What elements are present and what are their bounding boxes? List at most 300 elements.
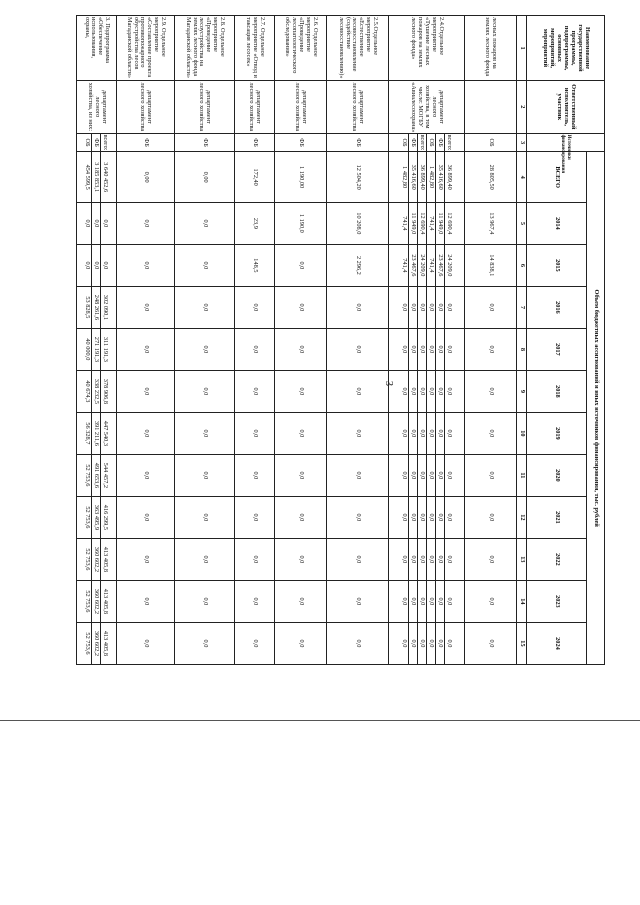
value-cell	[389, 496, 465, 538]
value: 302 090,1	[101, 287, 110, 328]
value-cell	[389, 370, 465, 412]
value-cell	[275, 286, 327, 328]
value-cell	[77, 412, 117, 454]
value-cell	[77, 622, 117, 664]
value-cell	[235, 202, 275, 244]
value-cell	[117, 202, 175, 244]
value-cell	[327, 152, 389, 202]
value: 311 191,3	[101, 329, 110, 370]
value: 360 602,2	[92, 539, 101, 580]
value: 14 838,1	[487, 254, 495, 277]
value: 391 211,6	[92, 413, 101, 454]
table-row	[175, 16, 235, 665]
value: 0,0	[201, 303, 209, 312]
value: 0,0	[426, 329, 435, 370]
value: 378 906,8	[101, 371, 110, 412]
value: 0,0	[251, 597, 259, 606]
value: 0,0	[354, 513, 362, 522]
value-cell	[327, 286, 389, 328]
value: 12 504,20	[354, 164, 362, 190]
value: 338 232,5	[92, 371, 101, 412]
value: 35 416,60	[435, 152, 444, 201]
value: 0,0	[201, 261, 209, 270]
value: 52 753,6	[84, 506, 92, 529]
value: 0,0	[142, 261, 150, 270]
value: 0,0	[297, 345, 305, 354]
value-cell	[465, 152, 517, 202]
value: 0,0	[408, 581, 417, 622]
value: 0,0	[354, 555, 362, 564]
value: 0,0	[297, 429, 305, 438]
column-number: 15	[517, 622, 527, 664]
value: 0,0	[435, 371, 444, 412]
value-cell	[275, 244, 327, 286]
row-source	[235, 133, 275, 152]
value-cell	[235, 328, 275, 370]
value-cell	[389, 538, 465, 580]
header-year: 2020	[527, 454, 587, 496]
value-cell	[465, 244, 517, 286]
value: 0,0	[201, 597, 209, 606]
row-source	[175, 133, 235, 152]
value: 0,0	[408, 287, 417, 328]
row-name: 2.4.Отдельное мероприятие «Тушение лесных пожаров на землях лесного фонда»	[389, 16, 465, 81]
row-name: 2.7. Отдельное мероприятие «Отвод и таксация лесосек»	[235, 16, 275, 81]
table-row	[235, 16, 275, 665]
value: 360 602,2	[92, 581, 101, 622]
value-cell	[175, 152, 235, 202]
column-number: 12	[517, 496, 527, 538]
row-responsible: департамент лесного хозяйства	[117, 81, 175, 134]
value: 0,0	[297, 513, 305, 522]
value: 0,0	[435, 329, 444, 370]
value: 0,0	[417, 455, 426, 496]
value: 0,0	[444, 581, 453, 622]
source-label: ОБ	[426, 134, 435, 152]
source-label: ФБ	[92, 134, 101, 152]
value: 741,4	[426, 203, 435, 244]
value-cell	[275, 202, 327, 244]
value: 0,0	[201, 513, 209, 522]
value: 0,0	[444, 371, 453, 412]
header-year: 2017	[527, 328, 587, 370]
value: 0,0	[487, 639, 495, 648]
value: 0,0	[401, 303, 408, 312]
funding-table	[76, 15, 605, 665]
value-cell	[389, 244, 465, 286]
value: 0,0	[426, 539, 435, 580]
value-cell	[77, 152, 117, 202]
table-row	[465, 16, 517, 665]
value: 0,0	[142, 303, 150, 312]
value-cell	[175, 328, 235, 370]
source-label: ОБ	[487, 138, 495, 147]
value: 0,0	[354, 429, 362, 438]
value-cell	[327, 328, 389, 370]
value-cell	[389, 328, 465, 370]
header-total: ВСЕГО	[527, 152, 587, 202]
value-cell	[465, 622, 517, 664]
value-cell	[117, 152, 175, 202]
value: 0,0	[142, 597, 150, 606]
value-cell	[175, 538, 235, 580]
value: 0,0	[297, 471, 305, 480]
value: 0,0	[401, 345, 408, 354]
value-cell	[327, 622, 389, 664]
value: 0,0	[354, 345, 362, 354]
value-cell	[327, 412, 389, 454]
value: 416 299,5	[101, 497, 110, 538]
value-cell	[275, 580, 327, 622]
value-cell	[275, 496, 327, 538]
value: 0,0	[201, 471, 209, 480]
row-source	[465, 133, 517, 152]
value: 0,0	[426, 623, 435, 664]
value: 0,0	[487, 555, 495, 564]
value: 0,0	[487, 387, 495, 396]
value: 40 000,0	[84, 338, 92, 361]
value-cell	[327, 496, 389, 538]
value: 0,0	[487, 471, 495, 480]
value: 0,0	[435, 581, 444, 622]
page-divider	[0, 720, 640, 721]
column-number: 10	[517, 412, 527, 454]
value-cell	[235, 412, 275, 454]
value-cell	[77, 328, 117, 370]
header-funding: Объем бюджетных ассигнований и иных источников финансирования, тыс. рублей	[587, 152, 605, 665]
row-name: 3. Подпрограмма «Обеспечение использования, охраны,	[77, 16, 117, 81]
column-number: 13	[517, 538, 527, 580]
value: 0,0	[426, 581, 435, 622]
value-cell	[117, 328, 175, 370]
value-cell	[275, 370, 327, 412]
value: 0,0	[142, 429, 150, 438]
value-cell	[175, 286, 235, 328]
value-cell	[117, 454, 175, 496]
value-cell	[465, 412, 517, 454]
value: 0,0	[201, 345, 209, 354]
value-cell	[117, 580, 175, 622]
row-responsible: департамент лесного хозяйства	[175, 81, 235, 134]
value: 2 296,2	[354, 255, 362, 275]
value-cell	[465, 202, 517, 244]
source-label: ОБ	[84, 138, 92, 147]
value-cell	[389, 622, 465, 664]
value: 11 949,0	[435, 203, 444, 244]
column-number: 3	[517, 133, 527, 152]
value: 23 467,6	[408, 245, 417, 286]
row-source	[327, 133, 389, 152]
column-number: 5	[517, 202, 527, 244]
value: 741,4	[426, 245, 435, 286]
value: 13 967,4	[487, 212, 495, 235]
value: 0,0	[92, 203, 101, 244]
value-cell	[327, 538, 389, 580]
column-number: 8	[517, 328, 527, 370]
value: 0,0	[487, 303, 495, 312]
header-source: Источники финансирования	[527, 133, 605, 152]
value: 0,0	[408, 539, 417, 580]
value: 413 405,8	[101, 581, 110, 622]
value: 0,0	[417, 329, 426, 370]
value: 10 208,0	[354, 212, 362, 235]
value: 36 899,40	[417, 152, 426, 201]
value-cell	[327, 244, 389, 286]
value-cell	[235, 496, 275, 538]
column-number: 11	[517, 454, 527, 496]
value-cell	[235, 370, 275, 412]
source-label: ФБ	[435, 134, 444, 152]
value: 23,9	[251, 217, 259, 229]
row-name: 2.5.Отдельное мероприятие «Естественное лесовосстановление (содействие лесовосстановлению)»	[327, 16, 389, 81]
value: 0,0	[408, 497, 417, 538]
value: 1 482,80	[401, 166, 408, 189]
header-responsible: Ответственный исполнитель, участник	[527, 81, 605, 134]
header-year: 2019	[527, 412, 587, 454]
source-label: ФБ	[354, 138, 362, 147]
table-row	[327, 16, 389, 665]
row-name: 2.9. Отдельное мероприятие «Составление проекта противопожарного обустройства лесов Магаданской области»	[117, 16, 175, 81]
value: 0,0	[251, 513, 259, 522]
value: 0,0	[435, 413, 444, 454]
value: 413 405,8	[101, 623, 110, 664]
value: 0,0	[142, 555, 150, 564]
value: 544 457,2	[101, 455, 110, 496]
value: 0,0	[487, 345, 495, 354]
value-cell	[77, 496, 117, 538]
value: 0,0	[426, 287, 435, 328]
value: 491 653,6	[92, 455, 101, 496]
value: 0,0	[354, 303, 362, 312]
value: 3 640 452,6	[101, 152, 110, 201]
table-row	[275, 16, 327, 665]
value: 0,0	[426, 455, 435, 496]
value-cell	[327, 370, 389, 412]
value-cell	[389, 152, 465, 202]
value-cell	[465, 370, 517, 412]
value: 0,0	[142, 345, 150, 354]
value-cell	[117, 412, 175, 454]
value: 0,0	[142, 387, 150, 396]
header-name: Наименование государственной программы, подпрограммы, основных мероприятий, мероприятий	[527, 16, 605, 81]
value-cell	[175, 370, 235, 412]
source-label: всего:	[419, 134, 426, 151]
value-cell	[235, 244, 275, 286]
value: 0,0	[417, 287, 426, 328]
value: 0,0	[354, 639, 362, 648]
row-responsible	[465, 81, 517, 134]
value-cell	[327, 202, 389, 244]
value: 0,0	[251, 429, 259, 438]
header-year: 2014	[527, 202, 587, 244]
value-cell	[275, 152, 327, 202]
source-label: ФБ	[142, 138, 150, 147]
value: 0,0	[142, 471, 150, 480]
value: 0,00	[142, 171, 150, 183]
value: 0,0	[417, 581, 426, 622]
value-cell	[235, 622, 275, 664]
value: 0,0	[426, 497, 435, 538]
value-cell	[77, 580, 117, 622]
value: 360 602,2	[92, 623, 101, 664]
value: 0,0	[487, 429, 495, 438]
value: 1 190,00	[297, 166, 305, 189]
row-responsible: департамент лесного хозяйства	[235, 81, 275, 134]
value: 35 416,60	[408, 152, 417, 201]
value: 0,0	[408, 371, 417, 412]
value: 53 828,5	[84, 296, 92, 319]
value-cell	[235, 538, 275, 580]
value: 12 690,4	[444, 203, 453, 244]
value: 0,0	[435, 455, 444, 496]
row-responsible: департамент лесного хозяйства, из них:	[77, 81, 117, 134]
value-cell	[175, 244, 235, 286]
header-year: 2016	[527, 286, 587, 328]
value: 0,0	[444, 413, 453, 454]
value-cell	[327, 454, 389, 496]
value-cell	[235, 580, 275, 622]
column-number: 14	[517, 580, 527, 622]
value-cell	[465, 538, 517, 580]
header-year: 2024	[527, 622, 587, 664]
value: 0,0	[444, 539, 453, 580]
source-label: ФБ	[408, 134, 417, 152]
value: 0,0	[142, 513, 150, 522]
value: 0,0	[201, 219, 209, 228]
value: 0,0	[201, 387, 209, 396]
value-cell	[117, 244, 175, 286]
source-label: ФБ	[297, 138, 305, 147]
value: 0,0	[408, 329, 417, 370]
value: 0,0	[251, 303, 259, 312]
column-number: 2	[517, 81, 527, 134]
value: 0,0	[101, 203, 110, 244]
value-cell	[117, 538, 175, 580]
value-cell	[389, 580, 465, 622]
value-cell	[389, 286, 465, 328]
value: 0,0	[426, 413, 435, 454]
value: 0,0	[251, 555, 259, 564]
value: 0,0	[251, 387, 259, 396]
value: 52 753,6	[84, 632, 92, 655]
table-row	[77, 16, 117, 665]
value: 0,0	[84, 219, 92, 228]
value-cell	[117, 370, 175, 412]
row-source	[389, 133, 465, 152]
source-label: всего:	[446, 134, 453, 151]
value: 28 805,50	[487, 164, 495, 190]
value: 0,0	[417, 413, 426, 454]
value: 0,0	[251, 471, 259, 480]
row-name: 2.6. Отдельное мероприятие «Проведение лесопатологического обследования»	[275, 16, 327, 81]
value-cell	[117, 622, 175, 664]
value: 0,0	[417, 371, 426, 412]
value-cell	[175, 454, 235, 496]
source-label: всего:	[102, 134, 110, 151]
value: 1 190,0	[297, 213, 305, 233]
value: 0,0	[92, 245, 101, 286]
value-cell	[235, 286, 275, 328]
value: 0,0	[408, 623, 417, 664]
value-cell	[275, 622, 327, 664]
value: 0,0	[426, 371, 435, 412]
value-cell	[77, 244, 117, 286]
value-cell	[275, 328, 327, 370]
value: 0,00	[201, 171, 209, 183]
value: 11 949,0	[408, 203, 417, 244]
header-year: 2023	[527, 580, 587, 622]
value: 24 209,0	[444, 245, 453, 286]
value: 0,0	[142, 219, 150, 228]
value: 0,0	[354, 597, 362, 606]
source-label: ОБ	[401, 138, 408, 147]
column-number: 9	[517, 370, 527, 412]
value: 447 540,3	[101, 413, 110, 454]
row-name: лесных пожаров на землях лесного фонда	[465, 16, 517, 81]
row-name: 2.8. Отдельное мероприятие «Проведение лесоустройства на землях лесного фонда Магаданской области»	[175, 16, 235, 81]
row-source	[117, 133, 175, 152]
value: 0,0	[297, 303, 305, 312]
value: 0,0	[201, 639, 209, 648]
value: 0,0	[354, 471, 362, 480]
column-number: 4	[517, 152, 527, 202]
value: 0,0	[297, 387, 305, 396]
row-responsible: департамент лесного хозяйства, в том числе: МОГБУ «Авиалесоохрана»	[389, 81, 465, 134]
value: 0,0	[297, 555, 305, 564]
rotated-table-wrapper	[60, 15, 605, 665]
column-number: 6	[517, 244, 527, 286]
value: 0,0	[435, 497, 444, 538]
value-cell	[389, 454, 465, 496]
value: 0,0	[487, 513, 495, 522]
value: 741,4	[401, 258, 408, 273]
value-cell	[77, 202, 117, 244]
value: 0,0	[201, 555, 209, 564]
value-cell	[465, 496, 517, 538]
value: 271 191,3	[92, 329, 101, 370]
value: 248 261,6	[92, 287, 101, 328]
value-cell	[275, 412, 327, 454]
value-cell	[465, 580, 517, 622]
value: 0,0	[251, 345, 259, 354]
value: 52 753,6	[84, 548, 92, 571]
header-year: 2022	[527, 538, 587, 580]
column-number: 1	[517, 16, 527, 81]
row-source	[275, 133, 327, 152]
value: 0,0	[444, 455, 453, 496]
value: 0,0	[84, 261, 92, 270]
row-source	[77, 133, 117, 152]
value-cell	[175, 202, 235, 244]
value: 0,0	[401, 387, 408, 396]
header-year: 2018	[527, 370, 587, 412]
value: 52 753,6	[84, 590, 92, 613]
value-cell	[327, 580, 389, 622]
value: 0,0	[201, 429, 209, 438]
value: 454 599,5	[84, 164, 92, 190]
value: 0,0	[417, 623, 426, 664]
value-cell	[235, 454, 275, 496]
value-cell	[275, 454, 327, 496]
value: 172,40	[251, 168, 259, 186]
value: 363 495,9	[92, 497, 101, 538]
value: 0,0	[444, 329, 453, 370]
value-cell	[117, 286, 175, 328]
value: 0,0	[444, 497, 453, 538]
value-cell	[465, 328, 517, 370]
value-cell	[465, 286, 517, 328]
value-cell	[465, 454, 517, 496]
